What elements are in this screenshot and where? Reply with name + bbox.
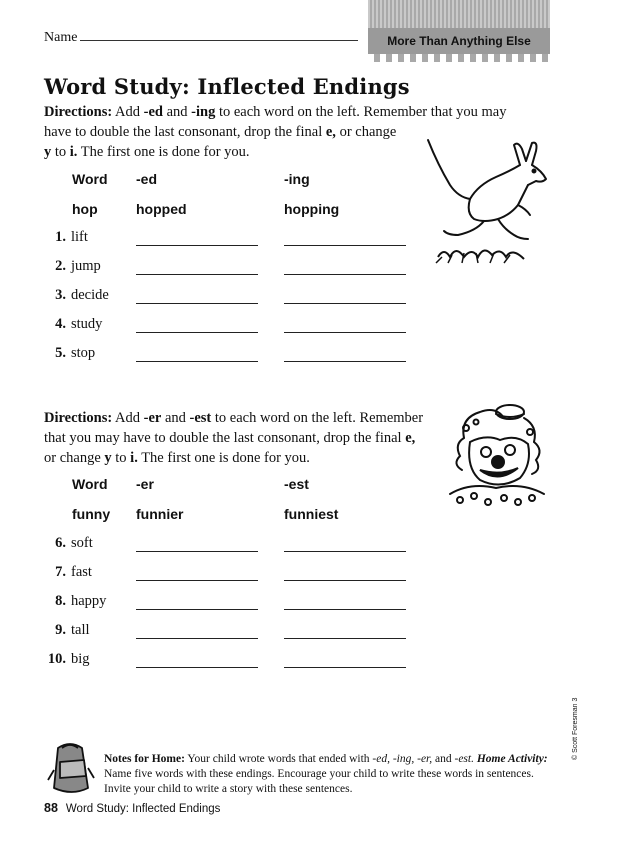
page-number: 88 — [44, 801, 58, 815]
name-field — [44, 28, 358, 46]
row-word: fast — [71, 564, 92, 580]
name-line[interactable] — [80, 28, 358, 41]
banner-torn-edge — [368, 54, 550, 62]
row-number: 8. — [55, 593, 66, 609]
notes-text: Your child wrote words that ended with — [184, 753, 373, 765]
row-word: study — [71, 316, 103, 332]
footer-title: Word Study: Inflected Endings — [65, 803, 221, 815]
row-number: 2. — [55, 258, 66, 274]
answer-blank-a[interactable] — [136, 331, 258, 333]
answer-blank-a[interactable] — [136, 273, 258, 275]
answer-blank-b[interactable] — [284, 331, 406, 333]
col-ed-header: -ed — [136, 171, 157, 187]
dir-text: and — [162, 104, 192, 120]
dir-text: The first one is done for you. — [137, 450, 310, 466]
dir-er: -er — [143, 410, 162, 426]
dir-i: i. — [130, 450, 138, 466]
dir-i: i. — [69, 144, 78, 160]
row-word: soft — [71, 535, 93, 551]
clown-illustration — [440, 398, 552, 510]
answer-blank-a[interactable] — [136, 666, 258, 668]
answer-blank-a[interactable] — [136, 637, 258, 639]
unit-banner — [368, 0, 550, 62]
notes-text: and — [432, 753, 455, 765]
answer-blank-b[interactable] — [284, 579, 406, 581]
answer-blank-a[interactable] — [136, 244, 258, 246]
page-title: Word Study: Inflected Endings — [44, 74, 410, 99]
example-ing: hopping — [284, 201, 340, 217]
col-word-header: Word — [72, 476, 108, 492]
dir-label: Directions: — [44, 104, 113, 120]
dir-ing: -ing — [191, 104, 216, 120]
answer-blank-b[interactable] — [284, 550, 406, 552]
dir-text: or change — [44, 450, 105, 466]
answer-blank-a[interactable] — [136, 550, 258, 552]
dir-text: Add — [112, 410, 144, 426]
answer-blank-b[interactable] — [284, 360, 406, 362]
col-er-header: -er — [136, 476, 154, 492]
dir-label: Directions: — [44, 410, 113, 426]
example-word: funny — [72, 506, 111, 522]
dir-text: and — [161, 410, 190, 426]
dir-text: or change — [335, 124, 397, 140]
name-label: Name — [44, 30, 78, 45]
answer-blank-b[interactable] — [284, 273, 406, 275]
example-ed: hopped — [136, 201, 187, 217]
row-number: 1. — [55, 229, 66, 245]
dir-text: to each word on the left. Remember that you may — [215, 104, 507, 120]
col-est-header: -est — [284, 476, 309, 492]
row-number: 9. — [55, 622, 66, 638]
unit-title: More Than Anything Else — [368, 28, 550, 54]
row-number: 5. — [55, 345, 66, 361]
dir-text: Add — [112, 104, 144, 120]
dir-y: y — [44, 144, 52, 160]
page-footer — [44, 801, 220, 815]
dir-est: -est — [189, 410, 212, 426]
row-word: jump — [71, 258, 101, 274]
dir-e: e, — [325, 124, 336, 140]
home-activity-label: Home Activity: — [473, 753, 548, 765]
copyright: © Scott Foresman 3 — [572, 697, 579, 760]
example-est: funniest — [284, 506, 339, 522]
kangaroo-illustration — [418, 135, 553, 275]
answer-blank-a[interactable] — [136, 360, 258, 362]
notes-for-home — [104, 752, 554, 797]
answer-blank-b[interactable] — [284, 244, 406, 246]
col-ing-header: -ing — [284, 171, 310, 187]
dir-text: The first one is done for you. — [77, 144, 250, 160]
backpack-icon — [44, 740, 98, 798]
row-word: big — [71, 651, 90, 667]
answer-blank-b[interactable] — [284, 608, 406, 610]
dir-y: y — [104, 450, 112, 466]
notes-endings: -ed, -ing, -er, — [372, 753, 433, 765]
section2-directions — [44, 408, 464, 468]
dir-text: to — [111, 450, 131, 466]
answer-blank-b[interactable] — [284, 637, 406, 639]
answer-blank-a[interactable] — [136, 302, 258, 304]
dir-text: that you may have to double the last consonant, drop the final — [44, 430, 406, 446]
dir-text: to — [51, 144, 70, 160]
row-number: 6. — [55, 535, 66, 551]
row-word: tall — [71, 622, 90, 638]
dir-ed: -ed — [143, 104, 163, 120]
row-number: 4. — [55, 316, 66, 332]
notes-label: Notes for Home: — [104, 753, 185, 765]
example-word: hop — [72, 201, 98, 217]
example-er: funnier — [136, 506, 184, 522]
row-word: decide — [71, 287, 109, 303]
answer-blank-a[interactable] — [136, 608, 258, 610]
row-word: stop — [71, 345, 96, 361]
dir-e: e, — [405, 430, 416, 446]
dir-text: to each word on the left. Remember — [211, 410, 424, 426]
answer-blank-a[interactable] — [136, 579, 258, 581]
answer-blank-b[interactable] — [284, 302, 406, 304]
row-word: lift — [71, 229, 88, 245]
row-word: happy — [71, 593, 107, 609]
row-number: 7. — [55, 564, 66, 580]
notes-text: Name five words with these endings. Encourage your child to write these words in sentences. Invite your child to write a story with these sentences. — [104, 768, 534, 795]
dir-text: have to double the last consonant, drop the final — [44, 124, 326, 140]
col-word-header: Word — [72, 171, 108, 187]
row-number: 3. — [55, 287, 66, 303]
row-number: 10. — [47, 651, 66, 667]
notes-est: -est. — [454, 753, 474, 765]
answer-blank-b[interactable] — [284, 666, 406, 668]
